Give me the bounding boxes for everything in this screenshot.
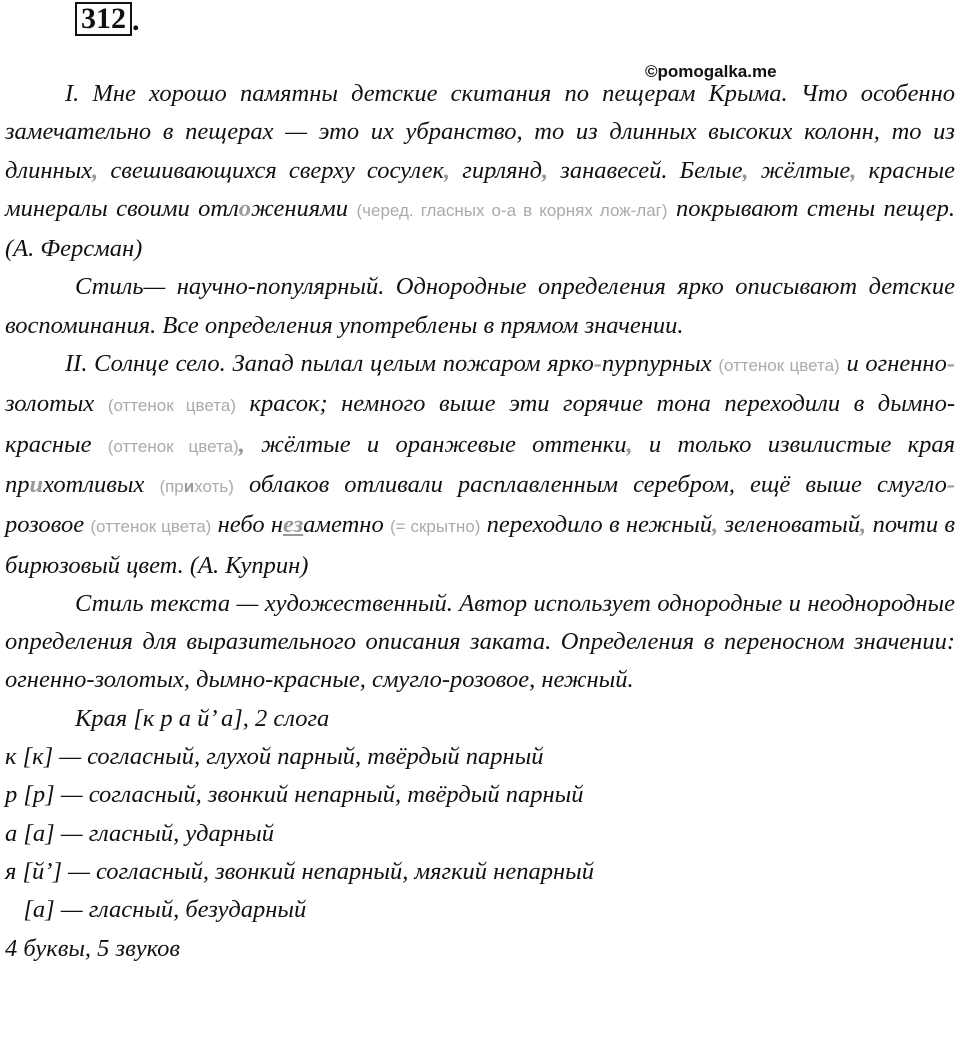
text-run: II. Солнце село. Запад пылал целым пожаром ярко — [65, 350, 594, 378]
paragraph-part1 — [5, 75, 955, 268]
text-run: почти в бирюзовый цвет. (А. Куприн) — [5, 511, 955, 579]
grammar-note: (оттенок цвета) — [107, 396, 236, 416]
exercise-number-dot: . — [132, 4, 140, 37]
exercise-number-box: 312 — [75, 2, 132, 36]
text-run: занавесей. Белые — [548, 156, 743, 184]
text-run: жёлтые и оранжевые оттенки — [244, 430, 627, 458]
comma-mark: , — [850, 156, 857, 184]
text-run: розовое — [5, 511, 91, 539]
prefix-highlight: ез — [283, 511, 304, 539]
note-part: хоть) — [194, 476, 234, 496]
grammar-note: (= скрытно) — [389, 517, 481, 537]
phonetic-line: [а] — гласный, безударный — [5, 896, 307, 924]
comma-mark: , — [444, 156, 451, 184]
text-run: красок; немного выше эти горячие тона переходили в дымно-красные — [5, 390, 955, 458]
text-run: аметно — [303, 511, 390, 539]
grammar-note: (оттенок цвета) — [90, 517, 212, 537]
comma-mark: , — [626, 430, 633, 458]
phonetic-line: я [й’] — согласный, звонкий непарный, мягкий непарный — [5, 857, 594, 885]
paragraph-analysis2: Стиль текста — художественный. Автор использует однородные и неоднородные определения для выразительного описания заката. Определения в переносном значении: огненно-золотых, дымно-красные, смугло-розовое, нежный. — [5, 589, 955, 694]
hyphen-mark: - — [593, 350, 602, 378]
comma-mark: , — [542, 156, 549, 184]
phonetic-line: р [р] — согласный, звонкий непарный, твёрдый парный — [5, 781, 584, 809]
text-run: свешивающихся сверху сосулек — [98, 156, 444, 184]
text-run: красные минералы своими отл — [5, 156, 955, 222]
text-run: жениями — [251, 194, 357, 222]
text-run: гирлянд — [450, 156, 543, 184]
text-run: и огненно — [839, 350, 947, 378]
comma-mark: , — [712, 511, 719, 539]
comma-mark: , — [860, 511, 867, 539]
comma-mark: , — [238, 430, 245, 458]
phonetic-header: Края [к р а й’ а], 2 слога — [75, 704, 330, 732]
grammar-note: (оттенок цвета) — [718, 356, 840, 376]
paragraph-part2 — [5, 345, 955, 585]
grammar-note: (черед. гласных о-а в корнях лож-лаг) — [356, 200, 668, 220]
exercise-text — [5, 75, 955, 968]
comma-mark: , — [742, 156, 749, 184]
text-run: золотых — [5, 390, 108, 418]
vowel-highlight: и — [183, 476, 195, 496]
exercise-number — [75, 2, 140, 37]
text-run: I. Мне хорошо памятны детские скитания по пещерам Крыма. Что особенно замечательно в пещерах — это их убранство, то из длинных высоких колонн, то из длинных — [5, 80, 955, 184]
grammar-note — [159, 477, 233, 496]
text-run: небо н — [211, 511, 284, 539]
hyphen-mark: - — [946, 470, 955, 498]
comma-mark: , — [92, 156, 99, 184]
text-run: зеленоватый — [718, 511, 861, 539]
vowel-highlight: о — [238, 194, 252, 222]
text-run: жёлтые — [748, 156, 851, 184]
text-run: облаков отливали расплавленным серебром, ещё выше смугло — [233, 470, 947, 498]
phonetic-summary: 4 буквы, 5 звуков — [5, 934, 181, 962]
vowel-highlight: и — [29, 470, 44, 498]
note-part: (пр — [159, 476, 184, 496]
grammar-note: (оттенок цвета) — [107, 436, 239, 456]
phonetic-line: к [к] — согласный, глухой парный, твёрдый парный — [5, 743, 544, 771]
paragraph-analysis1: Стиль— научно-популярный. Однородные определения ярко описывают детские воспоминания. Все определения употреблены в прямом значении. — [5, 273, 955, 339]
text-run: покрывают стены пещер. (А. Ферсман) — [5, 194, 956, 263]
hyphen-mark: - — [946, 350, 955, 378]
phonetic-line: а [а] — гласный, ударный — [5, 819, 275, 847]
text-run: переходило в нежный — [480, 511, 713, 539]
text-run: пурпурных — [601, 350, 719, 378]
text-run: хотливых — [43, 470, 160, 498]
watermark: ©pomogalka.me — [645, 62, 777, 81]
text-run: и только извилистые края пр — [5, 430, 956, 498]
